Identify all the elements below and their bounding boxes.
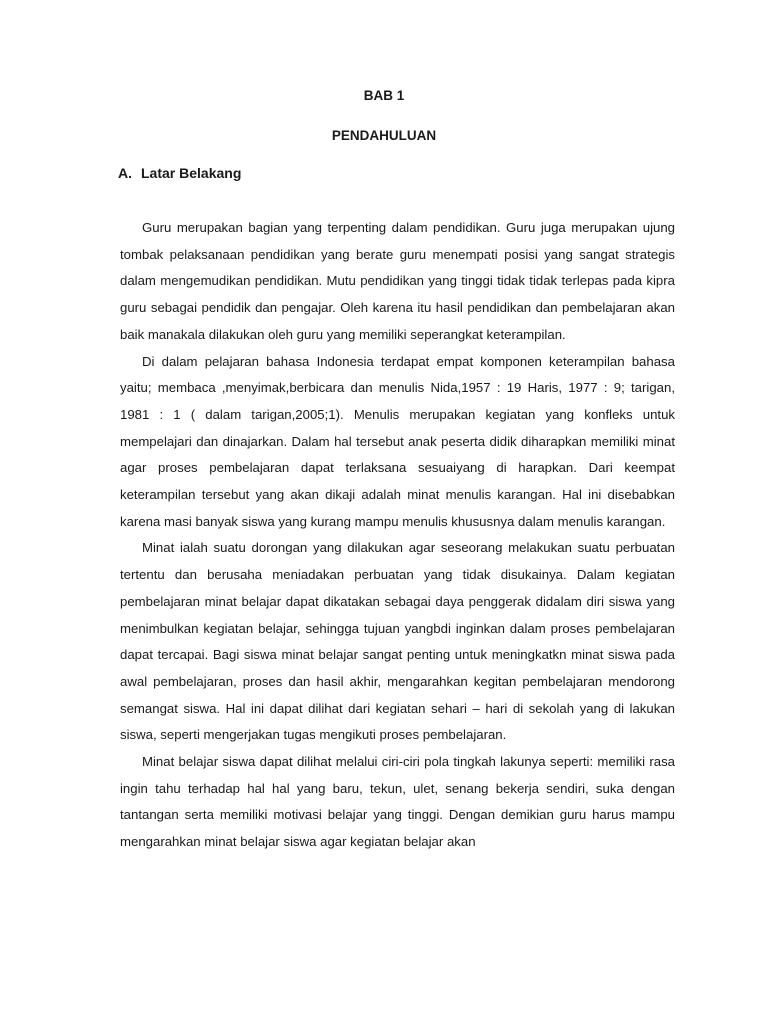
- body-text: [120, 215, 675, 856]
- paragraph: Minat ialah suatu dorongan yang dilakukan agar seseorang melakukan suatu perbuatan tertentu dan berusaha meniadakan perbuatan yang tidak disukainya. Dalam kegiatan pembelajaran minat belajar dapat dikatakan sebagai daya penggerak didalam diri siswa yang menimbulkan kegiatan belajar, sehingga tujuan yangbdi inginkan dalam proses pembelajaran dapat tercapai. Bagi siswa minat belajar sangat penting untuk meningkatkn minat siswa pada awal pembelajaran, proses dan hasil akhir, mengarahkan kegitan pembelajaran mendorong semangat siswa. Hal ini dapat dilihat dari kegiatan sehari – hari di sekolah yang di lakukan siswa, seperti mengerjakan tugas mengikuti proses pembelajaran.: [120, 540, 675, 743]
- section-heading: [118, 165, 241, 181]
- section-title: Latar Belakang: [141, 165, 242, 181]
- paragraph: Minat belajar siswa dapat dilihat melalui ciri-ciri pola tingkah lakunya seperti: memiliki rasa ingin tahu terhadap hal hal yang baru, tekun, ulet, senang bekerja sendiri, suka dengan tantangan serta memiliki motivasi belajar yang tinggi. Dengan demikian guru harus mampu mengarahkan minat belajar siswa agar kegiatan belajar akan: [120, 754, 675, 850]
- section-marker: A.: [118, 165, 132, 181]
- chapter-title: PENDAHULUAN: [331, 128, 437, 143]
- chapter-number: BAB 1: [363, 88, 405, 103]
- paragraph: Di dalam pelajaran bahasa Indonesia terdapat empat komponen keterampilan bahasa yaitu; membaca ,menyimak,berbicara dan menulis Nida,1957 : 19 Haris, 1977 : 9; tarigan, 1981 : 1 ( dalam tarigan,2005;1). Menulis merupakan kegiatan yang konfleks untuk mempelajari dan dinajarkan. Dalam hal tersebut anak peserta didik diharapkan memiliki minat agar proses pembelajaran dapat terlaksana sesuaiyang di harapkan. Dari keempat keterampilan tersebut yang akan dikaji adalah minat menulis karangan. Hal ini disebabkan karena masi banyak siswa yang kurang mampu menulis khususnya dalam menulis karangan.: [120, 353, 675, 529]
- paragraph: Guru merupakan bagian yang terpenting dalam pendidikan. Guru juga merupakan ujung tombak pelaksanaan pendidikan yang berate guru menempati posisi yang sangat strategis dalam mengemudikan pendidikan. Mutu pendidikan yang tinggi tidak tidak terlepas pada kipra guru sebagai pendidik dan pengajar. Oleh karena itu hasil pendidikan dan pembelajaran akan baik manakala dilakukan oleh guru yang memiliki seperangkat keterampilan.: [120, 220, 675, 342]
